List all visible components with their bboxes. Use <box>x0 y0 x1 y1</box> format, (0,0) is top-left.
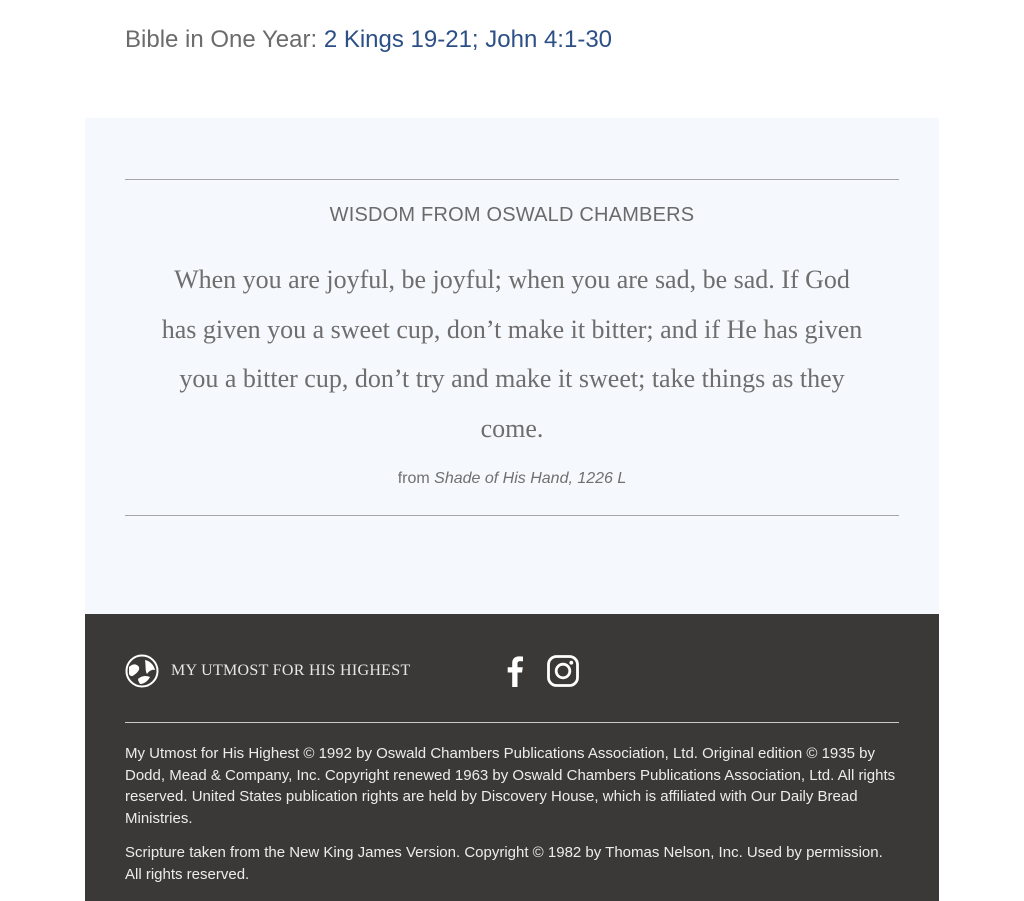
bible-in-one-year <box>125 24 612 56</box>
wisdom-bottom-divider <box>125 515 899 516</box>
footer-scripture-notice: Scripture taken from the New King James Version. Copyright © 1982 by Thomas Nelson, Inc. Used by permission. All rights reserved. <box>125 844 883 883</box>
instagram-icon[interactable] <box>546 654 580 688</box>
site-footer <box>85 614 939 901</box>
wisdom-section <box>85 118 939 614</box>
bible-references-link[interactable]: 2 Kings 19-21; John 4:1-30 <box>323 26 613 53</box>
wisdom-heading: WISDOM FROM OSWALD CHAMBERS <box>329 204 695 226</box>
wisdom-source-prefix: from <box>397 470 435 487</box>
facebook-icon[interactable] <box>502 654 526 688</box>
bible-label: Bible in One Year: <box>125 26 324 53</box>
wisdom-source <box>85 470 939 488</box>
footer-copyright: My Utmost for His Highest © 1992 by Oswald Chambers Publications Association, Ltd. Original edition © 1935 by Dodd, Mead & Company, Inc. Copyright renewed 1963 by Oswald Chambers Publications Association, Ltd. All rights reserved. United States publication rights are held by Discovery House, which is affiliated with Our Daily Bread Ministries. <box>125 745 896 827</box>
footer-divider <box>125 722 899 723</box>
footer-brand-link[interactable] <box>125 654 411 688</box>
footer-brand-name: MY UTMOST FOR HIS HIGHEST <box>171 662 411 679</box>
wisdom-source-title: Shade of His Hand, 1226 L <box>434 470 627 487</box>
globe-dove-logo <box>125 654 159 688</box>
wisdom-quote: When you are joyful, be joyful; when you are sad, be sad. If God has given you a sweet cup, don’t make it bitter; and if He has given you a bitter cup, don’t try and make it sweet; take things as they come. <box>161 265 863 443</box>
wisdom-top-divider <box>125 179 899 180</box>
